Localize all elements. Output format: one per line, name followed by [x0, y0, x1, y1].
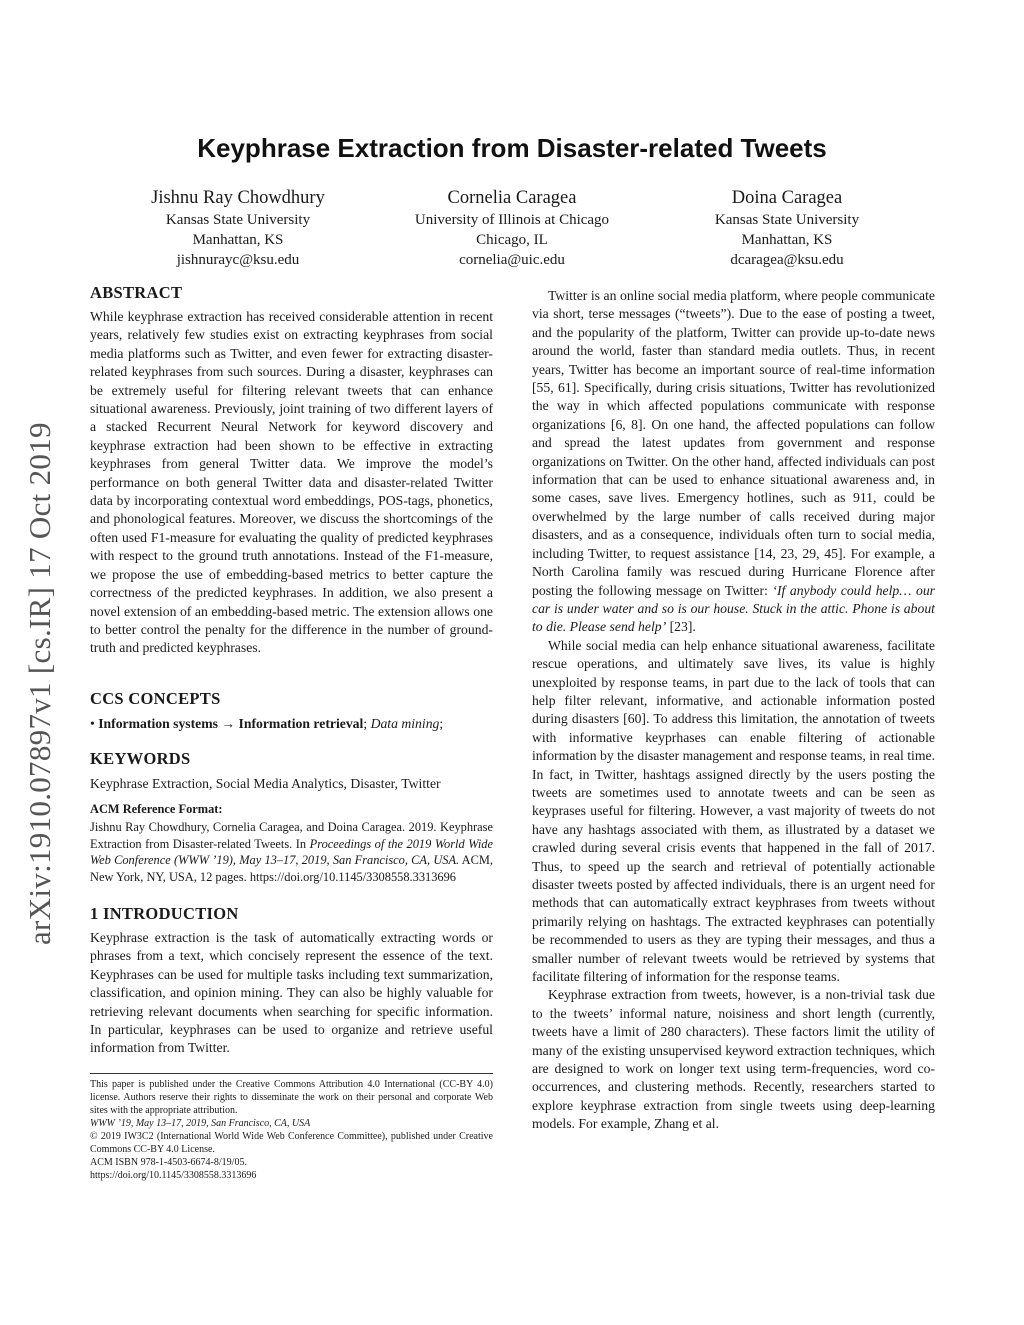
- footnote-isbn: ACM ISBN 978-1-4503-6674-8/19/05.: [90, 1157, 247, 1168]
- ccs-arrow: →: [221, 716, 236, 731]
- intro-paragraph-2: While social media can help enhance situational awareness, facilitate rescue operations, and ultimately save lives, its value is highly unexploited by response teams, in part due to the lack of tools that can help filter relevant, informative, and actionable information posted during disasters [60]. To address this limitation, the annotation of tweets with informative keyprhases can enable filtering of actionable information by the disaster management and response teams, in real time. In fact, in Twitter, hashtags assigned directly by the users posting the tweets are sometimes used to annotate tweets and can be seen as keyprases useful for filtering. However, a vast majority of tweets do not have any hashtags associated with them, as illustrated by a dataset we crawled during several crisis events that happened in the fall of 2017. Thus, to speed up the search and retrieval of potentially actionable disaster tweets posted by affected individuals, there is an urgent need for methods that can automatically extract keyphrases from tweets without primarily relying on hashtags. The extracted keyphrases can potentially be recommended to users as they are typing their messages, and thus a smaller number of relevant tweets would be retrieved by systems that facilitate filtering of information for the response teams.: [532, 637, 935, 985]
- author-name: Doina Caragea: [731, 188, 843, 208]
- introduction-section: [90, 904, 493, 1058]
- acm-reference-heading: ACM Reference Format:: [90, 802, 223, 816]
- footnote-block: [90, 1073, 493, 1182]
- ccs-concepts: [90, 715, 493, 733]
- author-email[interactable]: cornelia@uic.edu: [459, 252, 565, 268]
- keywords-text: Keyphrase Extraction, Social Media Analytics, Disaster, Twitter: [90, 776, 441, 791]
- acm-reference-text: [90, 819, 493, 885]
- right-column: [532, 287, 935, 1134]
- abstract-section: [90, 283, 493, 658]
- keywords-heading: KEYWORDS: [90, 749, 191, 768]
- author-affiliation: University of Illinois at Chicago: [414, 212, 610, 228]
- author-block: [0, 186, 1024, 276]
- ccs-concept-mining: Data mining: [370, 716, 440, 731]
- acm-reference-venue: Proceedings of the 2019 World Wide Web Conference (WWW ’19), May 13–17, 2019, San Francisco, CA, USA.: [90, 836, 493, 868]
- ccs-bullet: •: [90, 716, 95, 731]
- ccs-concept-systems: Information systems: [98, 716, 218, 731]
- author-location: Manhattan, KS: [192, 232, 284, 248]
- footnote-copyright: © 2019 IW3C2 (International World Wide Web Conference Committee), published under Creative Commons CC-BY 4.0 License.: [90, 1131, 493, 1155]
- footnote-license: This paper is published under the Creative Commons Attribution 4.0 International (CC-BY 4.0) license. Authors reserve their rights to disseminate the work on their personal and corporate Web sites with the appropriate attribution.: [90, 1079, 493, 1116]
- ccs-separator: ;: [363, 716, 368, 731]
- acm-reference: [90, 801, 493, 885]
- author-email[interactable]: dcaragea@ksu.edu: [730, 252, 844, 268]
- abstract-text: While keyphrase extraction has received considerable attention in recent years, relatively few studies exist on extracting keyphrases from social media platforms such as Twitter, and even fewer for extracting disaster-related keyphrases from such sources. During a disaster, keyphrases can be extremely useful for filtering relevant tweets that can enhance situational awareness. Previously, joint training of two different layers of a stacked Recurrent Neural Network for keyword discovery and keyphrase extraction had been shown to be effective in extracting keyphrases from general Twitter data. We improve the model’s performance on both general Twitter data and disaster-related Twitter data by incorporating contextual word embeddings, POS-tags, phonetics, and phonological features. Moreover, we discuss the shortcomings of the often used F1-measure for evaluating the quality of predicted keyphrases with respect to the ground truth annotations. Instead of the F1-measure, we propose the use of embedding-based metrics to better capture the correctness of the predicted keyphrases. In addition, we also present a novel extension of an embedding-based metric. The extension allows one to better control the penalty for the difference in the number of ground-truth and predicted keyphrases.: [90, 309, 493, 656]
- footnote-rule: [90, 1073, 493, 1074]
- abstract-heading: ABSTRACT: [90, 283, 183, 302]
- author-affiliation: Kansas State University: [714, 212, 860, 228]
- keywords-section: [90, 749, 493, 793]
- ccs-end: ;: [439, 716, 444, 731]
- author-3: [657, 186, 917, 270]
- paper-title: Keyphrase Extraction from Disaster-related Tweets: [197, 133, 827, 163]
- intro-paragraph-1: [532, 287, 935, 637]
- footnote-conference: WWW ’19, May 13–17, 2019, San Francisco, CA, USA: [90, 1118, 311, 1129]
- author-2: [382, 186, 642, 270]
- footnote-doi[interactable]: https://doi.org/10.1145/3308558.3313696: [90, 1170, 257, 1181]
- author-location: Manhattan, KS: [741, 232, 833, 248]
- author-name: Cornelia Caragea: [447, 188, 577, 208]
- arxiv-stamp: arXiv:1910.07897v1 [cs.IR] 17 Oct 2019: [22, 422, 57, 945]
- ccs-heading: CCS CONCEPTS: [90, 689, 221, 708]
- author-email[interactable]: jishnurayc@ksu.edu: [176, 252, 300, 268]
- acm-reference-part2: ACM, New York, NY, USA, 12 pages. https://doi.org/10.1145/3308558.3313696: [90, 853, 493, 884]
- ccs-section: [90, 689, 493, 733]
- introduction-heading: 1 INTRODUCTION: [90, 904, 239, 923]
- intro-p1-text: Twitter is an online social media platform, where people communicate via short, terse messages (“tweets”). Due to the ease of posting a tweet, and the popularity of the platform, Twitter can provide up-to-date news around the world, faster than standard media outlets. Thus, in recent years, Twitter has become an important source of real-time information [55, 61]. Specifically, during crisis situations, Twitter has revolutionized the way in which affected populations communicate with response organizations [6, 8]. On one hand, the affected populations can follow and spread the latest updates from government and response organizations on Twitter. On the other hand, affected individuals can post information that can be used to enhance situational awareness and, in some cases, save lives. Emergency hotlines, such as 911, could be overwhelmed by the large number of calls received during major disasters, and as a consequence, individuals often turn to social media, including Twitter, to request assistance [14, 23, 29, 45]. For example, a North Carolina family was rescued during Hurricane Florence after posting the following message on Twitter:: [532, 288, 935, 598]
- intro-paragraph-3: Keyphrase extraction from tweets, however, is a non-trivial task due to the tweets’ informal nature, noisiness and short length (currently, tweets have a limit of 280 characters). These factors limit the utility of many of the existing unsupervised keyword extraction techniques, which are designed to work on longer text using term-frequencies, word co-occurrences, and clustering methods. Recently, researchers started to explore keyphrase extraction from single tweets using deep-learning models. For example, Zhang et al.: [532, 987, 935, 1132]
- author-1: [108, 186, 368, 270]
- acm-reference-part1: Jishnu Ray Chowdhury, Cornelia Caragea, and Doina Caragea. 2019. Keyphrase Extraction from Disaster-related Tweets. In: [90, 820, 493, 851]
- author-name: Jishnu Ray Chowdhury: [151, 188, 325, 208]
- ccs-concept-retrieval: Information retrieval: [238, 716, 364, 731]
- author-location: Chicago, IL: [476, 232, 548, 248]
- intro-p1-cite: [23].: [666, 619, 696, 635]
- introduction-text: Keyphrase extraction is the task of automatically extracting words or phrases from a text, which concisely represent the essence of the text. Keyphrases can be used for multiple tasks including text summarization, classification, and opinion mining. They can also be highly valuable for retrieving relevant documents when searching for specific information. In particular, keyphrases can be used to organize and retrieve useful information from Twitter.: [90, 930, 493, 1056]
- author-affiliation: Kansas State University: [165, 212, 311, 228]
- intro-p1-quote: ‘If anybody could help… our car is under water and so is our house. Stuck in the attic. Phone is about to die. Please send help’: [532, 582, 935, 635]
